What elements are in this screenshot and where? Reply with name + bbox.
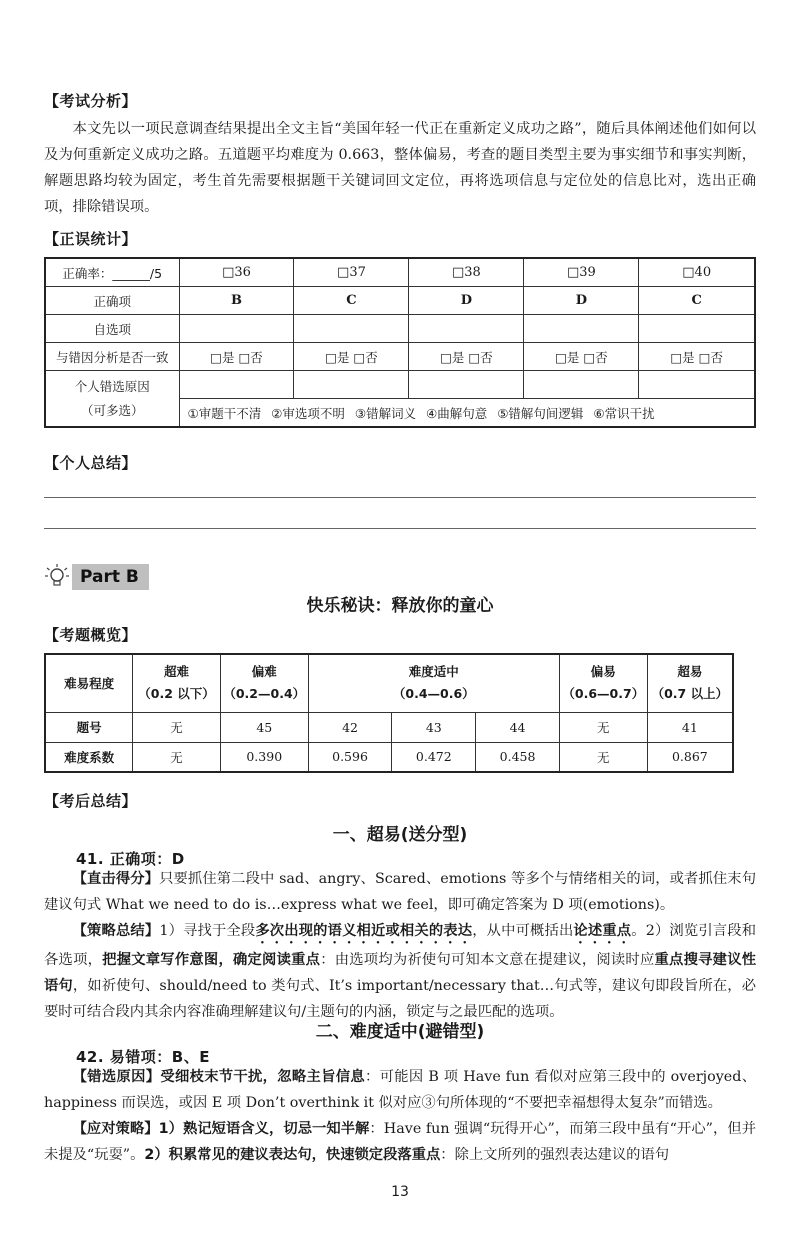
exam-analysis-heading: 【考试分析】 [44,92,138,110]
consistency-checkbox[interactable]: □是 □否 [524,343,639,371]
wrong-reason-text: ：可能因 B 项 Have fun 看似对应第三段中的 overjoyed、happiness 而误选，或因 E 项 Don’t overthink it 似对应③句所体现的“不要把幸福想得太复杂”而错选。 [44,1069,757,1111]
number-cell: 无 [559,712,647,742]
personal-summary-heading: 【个人总结】 [44,454,138,472]
reason-label [45,371,179,428]
self-choice-cell[interactable] [294,315,409,343]
question-37[interactable]: □37 [294,258,409,287]
overview-heading: 【考题概览】 [44,626,138,644]
exam-analysis-paragraph [44,116,756,220]
strategy-text: 。2）浏览引言段和各选项， [44,923,756,968]
answer-36: B [179,287,294,315]
strategy-text: ，从中可概括出 [472,923,574,939]
answer-38: D [409,287,524,315]
strategy-text: 1）寻找于全段 [159,923,256,939]
coef-cell: 0.472 [392,742,476,772]
level-range: （0.6—0.7） [562,686,645,702]
level-very-easy [647,654,733,712]
level-range: （0.2 以下） [138,686,215,702]
stats-table [44,257,756,428]
reason-cell[interactable] [294,371,409,399]
answer-40: C [639,287,755,315]
coef-cell: 0.458 [476,742,560,772]
direct-score-paragraph [44,866,756,918]
rate-label: 正确率：______/5 [45,258,179,287]
level-easy [559,654,647,712]
reason-label-line-1: 个人错选原因 [74,378,150,394]
overview-table [44,653,734,773]
strategy-text: ：由选项均为祈使句可知本文意在提建议，阅读时应 [320,952,655,968]
post-exam-heading: 【考后总结】 [44,792,138,810]
level-name: 偏易 [590,664,616,680]
reason-options: ①审题干不清 ②审选项不明 ③错解词义 ④曲解句意 ⑤错解句间逻辑 ⑥常识干扰 [179,399,755,428]
direct-score-text: 只要抓住第二段中 sad、angry、Scared、emotions 等多个与情绪相关的词，或者抓住末句建议句式 What we need to do is…express what we feel，即可确定答案为 D 项(emotions)。 [44,871,756,913]
coping-paragraph [44,1116,756,1168]
question-40[interactable]: □40 [639,258,755,287]
part-b-label: Part B [72,564,149,590]
consistency-checkbox[interactable]: □是 □否 [294,343,409,371]
self-choice-cell[interactable] [409,315,524,343]
coef-cell: 0.596 [308,742,392,772]
level-range: （0.2—0.4） [223,686,306,702]
coef-cell: 0.867 [647,742,733,772]
number-cell: 44 [476,712,560,742]
number-cell: 无 [133,712,221,742]
lightbulb-icon [44,563,70,591]
number-cell: 45 [220,712,308,742]
difficulty-label: 难易程度 [45,654,133,712]
number-cell: 43 [392,712,476,742]
strategy-text: ，如祈使句、should/need to 类句式、It’s important/necessary that…句式等，建议句即段旨所在，必要时可结合段内其余内容准确理解建议句/主题句的内涵，锁定与之最匹配的选项。 [44,978,757,1020]
strategy-tag: 【策略总结】 [72,923,160,939]
strategy-emphasis: 多次出现的语义相近或相关的表达 [255,923,473,939]
self-choice-label: 自选项 [45,315,179,343]
q42-answer: 42. 易错项：B、E [76,1048,210,1066]
reason-cell[interactable] [524,371,639,399]
part-b-badge [44,562,149,592]
level-name: 难度适中 [408,664,459,680]
reason-cell[interactable] [639,371,755,399]
q41-answer: 41. 正确项：D [76,850,185,868]
reason-cell[interactable] [409,371,524,399]
self-choice-cell[interactable] [524,315,639,343]
coping-bold: 2）积累常见的建议表达句，快速锁定段落重点 [144,1147,441,1163]
reason-cell[interactable] [179,371,294,399]
coef-label: 难度系数 [45,742,133,772]
level-very-hard [133,654,221,712]
consistency-checkbox[interactable]: □是 □否 [639,343,755,371]
strategy-paragraph [44,918,756,1025]
level-hard [220,654,308,712]
self-choice-cell[interactable] [179,315,294,343]
section1-title: 一、超易(送分型) [332,825,468,845]
coping-text: ：除上文所列的强烈表达建议的语句 [440,1147,670,1163]
number-label: 题号 [45,712,133,742]
summary-line[interactable] [44,497,756,498]
level-range: （0.7 以上） [651,686,729,702]
question-36[interactable]: □36 [179,258,294,287]
coef-cell: 无 [133,742,221,772]
level-name: 超易 [677,664,703,680]
part-b-title: 快乐秘诀：释放你的童心 [306,596,494,616]
stats-heading: 【正误统计】 [44,230,138,248]
wrong-reason-bold: 受细枝末节干扰，忽略主旨信息 [160,1069,366,1085]
coping-bold: 1）熟记短语含义，切忌一知半解 [158,1121,370,1137]
exam-analysis-text: 本文先以一项民意调查结果提出全文主旨“美国年轻一代正在重新定义成功之路”，随后具体阐述他们如何以及为何重新定义成功之路。五道题平均难度为 0.663，整体偏易，考查的题目类型主要为事实细节和事实判断，解题思路均较为固定，考生首先需要根据题干关键词回文定位，再将选项信息与定位处的信息比对，选出正确项，排除错误项。 [44,121,756,215]
self-choice-cell[interactable] [639,315,755,343]
answers-label: 正确项 [45,287,179,315]
question-39[interactable]: □39 [524,258,639,287]
answer-37: C [294,287,409,315]
level-name: 偏难 [251,664,277,680]
number-cell: 41 [647,712,733,742]
wrong-reason-tag: 【错选原因】 [72,1069,161,1085]
question-38[interactable]: □38 [409,258,524,287]
number-cell: 42 [308,712,392,742]
level-medium [308,654,559,712]
direct-score-tag: 【直击得分】 [72,871,160,887]
answer-39: D [524,287,639,315]
coping-tag: 【应对策略】 [72,1121,159,1137]
page-number: 13 [391,1184,409,1200]
consistency-checkbox[interactable]: □是 □否 [409,343,524,371]
wrong-reason-paragraph [44,1064,756,1116]
level-name: 超难 [164,664,190,680]
summary-line[interactable] [44,528,756,529]
level-range: （0.4—0.6） [392,686,475,702]
reason-label-line-2: （可多选） [80,402,144,418]
consistency-label: 与错因分析是否一致 [45,343,179,371]
strategy-bold: 重点搜寻建议性语句 [44,952,757,994]
coping-text: ：Have fun 强调“玩得开心”，而第三段中虽有“开心”，但并未提及“玩耍”。 [44,1121,756,1163]
coef-cell: 无 [559,742,647,772]
coef-cell: 0.390 [220,742,308,772]
consistency-checkbox[interactable]: □是 □否 [179,343,294,371]
strategy-bold: 把握文章写作意图，确定阅读重点 [102,952,321,968]
strategy-emphasis: 论述重点 [573,923,632,939]
section2-title: 二、难度适中(避错型) [315,1022,485,1042]
